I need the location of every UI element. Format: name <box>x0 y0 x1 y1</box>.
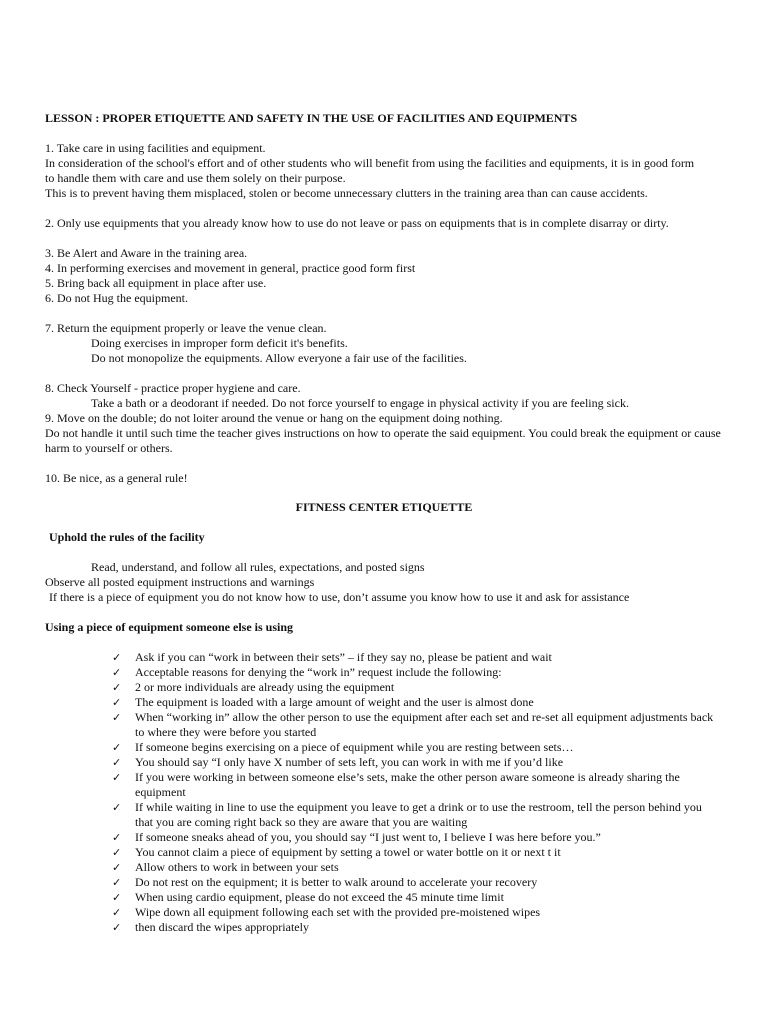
checklist-item <box>112 875 722 890</box>
checklist-item-text: Ask if you can “work in between their sets” – if they say no, please be patient and wait <box>135 650 552 664</box>
facility-rules <box>45 560 735 605</box>
checkmark-icon: ✓ <box>112 771 122 784</box>
item-1-reason: This is to prevent having them misplaced, stolen or become unnecessary clutters in the training area than can cause accidents. <box>45 186 648 200</box>
checkmark-icon: ✓ <box>112 651 122 664</box>
item-8-text: 8. Check Yourself - practice proper hygiene and care. <box>45 381 301 395</box>
checklist-item-text: Wipe down all equipment following each set with the provided pre-moistened wipes <box>135 905 541 919</box>
lesson-item-10: 10. Be nice, as a general rule! <box>45 471 188 485</box>
checklist-item-text: If you were working in between someone else’s sets, make the other person aware someone is already sharing the equipment <box>135 770 680 799</box>
checkmark-icon: ✓ <box>112 891 122 904</box>
checklist-item-text: When “working in” allow the other person to use the equipment after each set and re-set all equipment adjustments back to where they were before you started <box>135 710 714 739</box>
checklist-item <box>112 710 722 740</box>
etiquette-checklist <box>112 650 722 935</box>
checklist-item <box>112 755 722 770</box>
uphold-heading: Uphold the rules of the facility <box>49 530 205 544</box>
checklist-item-text: Do not rest on the equipment; it is better to walk around to accelerate your recovery <box>135 875 538 889</box>
checklist-item <box>112 800 722 830</box>
item-9-detail: Do not handle it until such time the teacher gives instructions on how to operate the said equipment. You could break the equipment or cause harm to yourself or others. <box>45 426 721 455</box>
checkmark-icon: ✓ <box>112 876 122 889</box>
checklist-item <box>112 830 722 845</box>
checklist-item <box>112 740 722 755</box>
checklist-item <box>112 665 722 680</box>
item-7-sub-1: Doing exercises in improper form deficit it's benefits. <box>91 336 348 350</box>
checkmark-icon: ✓ <box>112 666 122 679</box>
lesson-item-2: 2. Only use equipments that you already know how to use do not leave or pass on equipments that is in complete disarray or dirty. <box>45 216 669 230</box>
checkmark-icon: ✓ <box>112 831 122 844</box>
lesson-title: LESSON : PROPER ETIQUETTE AND SAFETY IN THE USE OF FACILITIES AND EQUIPMENTS <box>45 111 578 125</box>
checklist-item <box>112 905 722 920</box>
item-1-text: 1. Take care in using facilities and equipment. <box>45 141 266 155</box>
checklist-item <box>112 920 722 935</box>
item-7-text: 7. Return the equipment properly or leave the venue clean. <box>45 321 327 335</box>
checklist-item-text: If someone sneaks ahead of you, you should say “I just went to, I believe I was here before you.” <box>135 830 601 844</box>
item-1-explanation: In consideration of the school's effort and of other students who will benefit from using the facilities and equipments, it is in good form to handle them with care and use them solely on their purpose. <box>45 156 695 185</box>
item-7-sub-2: Do not monopolize the equipments. Allow everyone a fair use of the facilities. <box>91 351 467 365</box>
checklist-item-text: When using cardio equipment, please do not exceed the 45 minute time limit <box>135 890 504 904</box>
checklist-item-text: The equipment is loaded with a large amount of weight and the user is almost done <box>135 695 534 709</box>
item-9-text: 9. Move on the double; do not loiter around the venue or hang on the equipment doing nothing. <box>45 411 503 425</box>
fitness-title: FITNESS CENTER ETIQUETTE <box>295 500 473 514</box>
checkmark-icon: ✓ <box>112 801 122 814</box>
checklist-item <box>112 650 722 665</box>
checklist-item-text: 2 or more individuals are already using the equipment <box>135 680 395 694</box>
checklist-item <box>112 890 722 905</box>
lesson-item-3: 3. Be Alert and Aware in the training area. <box>45 246 248 260</box>
checkmark-icon: ✓ <box>112 846 122 859</box>
checklist-item-text: You cannot claim a piece of equipment by setting a towel or water bottle on it or next t it <box>135 845 561 859</box>
checklist-item <box>112 680 722 695</box>
checklist-item <box>112 770 722 800</box>
checkmark-icon: ✓ <box>112 741 122 754</box>
lesson-item-6: 6. Do not Hug the equipment. <box>45 291 188 305</box>
checkmark-icon: ✓ <box>112 906 122 919</box>
checklist-item-text: then discard the wipes appropriately <box>135 920 309 934</box>
checkmark-icon: ✓ <box>112 861 122 874</box>
checkmark-icon: ✓ <box>112 921 122 934</box>
lesson-item-5: 5. Bring back all equipment in place after use. <box>45 276 267 290</box>
lesson-item-7 <box>45 321 735 366</box>
checkmark-icon: ✓ <box>112 756 122 769</box>
checklist-item <box>112 845 722 860</box>
checklist-item <box>112 860 722 875</box>
checklist-item-text: If while waiting in line to use the equipment you leave to get a drink or to use the restroom, tell the person behind you that you are coming right back so they are aware that you are waiting <box>135 800 702 829</box>
rule-3: If there is a piece of equipment you do not know how to use, don’t assume you know how to use it and ask for assistance <box>49 590 630 604</box>
checklist-item-text: Acceptable reasons for denying the “work in” request include the following: <box>135 665 502 679</box>
rule-2: Observe all posted equipment instructions and warnings <box>45 575 315 589</box>
lesson-item-4: 4. In performing exercises and movement in general, practice good form first <box>45 261 416 275</box>
lesson-items-3-6 <box>45 246 735 306</box>
rule-1: Read, understand, and follow all rules, expectations, and posted signs <box>91 560 425 574</box>
checkmark-icon: ✓ <box>112 711 122 724</box>
item-8-sub-1: Take a bath or a deodorant if needed. Do not force yourself to engage in physical activity if you are feeling sick. <box>91 396 629 410</box>
checklist-item-text: If someone begins exercising on a piece of equipment while you are resting between sets… <box>135 740 574 754</box>
checklist-item <box>112 695 722 710</box>
checkmark-icon: ✓ <box>112 681 122 694</box>
checkmark-icon: ✓ <box>112 696 122 709</box>
lesson-items-8-9 <box>45 381 735 456</box>
lesson-item-1 <box>45 141 735 201</box>
using-heading: Using a piece of equipment someone else is using <box>45 620 294 634</box>
checklist-item-text: You should say “I only have X number of sets left, you can work in with me if you’d like <box>135 755 564 769</box>
checklist-item-text: Allow others to work in between your sets <box>135 860 339 874</box>
